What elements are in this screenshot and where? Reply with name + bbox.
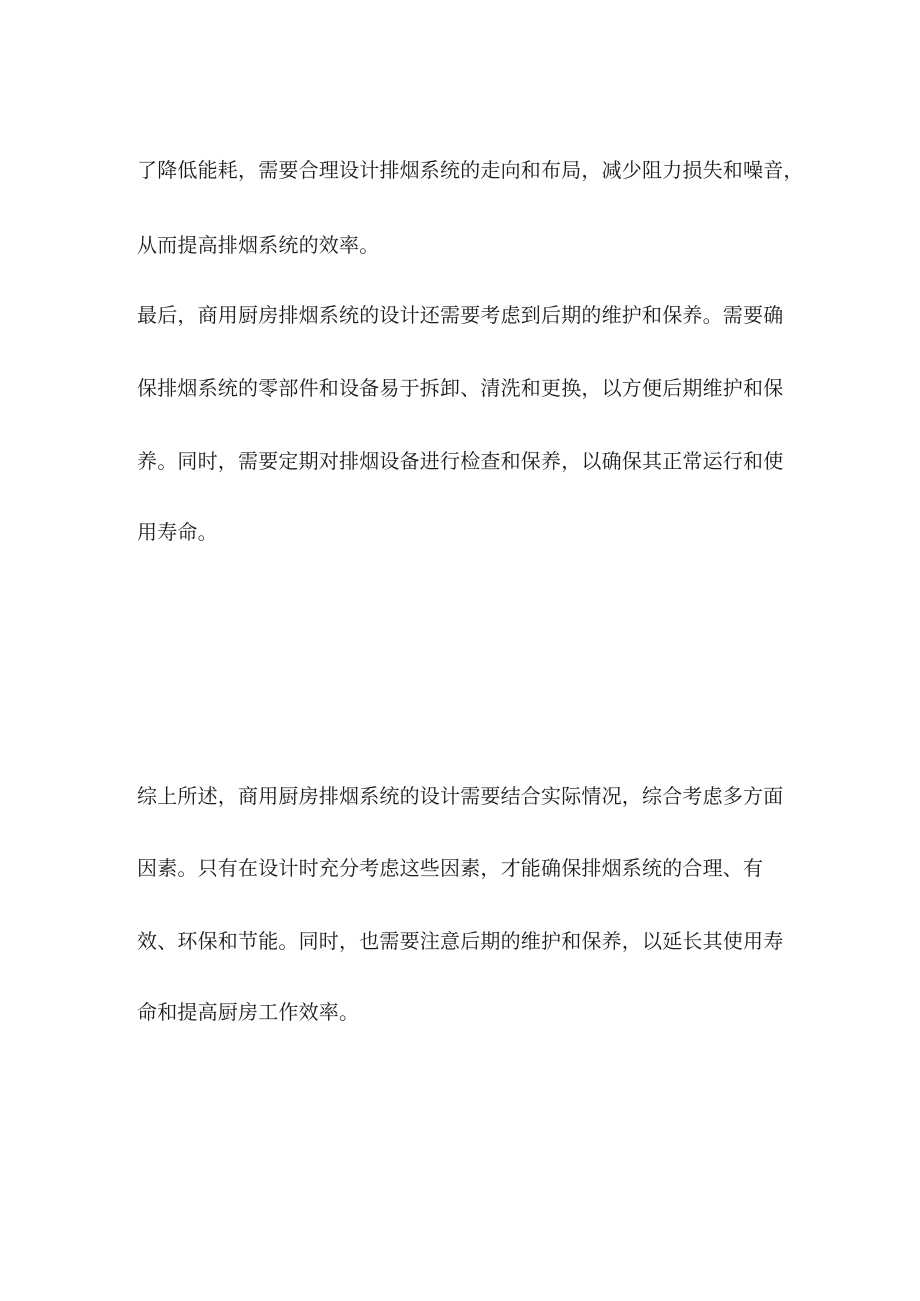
text-line: 了降低能耗，需要合理设计排烟系统的走向和布局，减少阻力损失和噪音，	[137, 158, 804, 182]
text-line: 从而提高排烟系统的效率。	[137, 233, 380, 257]
text-line: 用寿命。	[137, 520, 218, 544]
text-line: 保排烟系统的零部件和设备易于拆卸、清洗和更换，以方便后期维护和保	[137, 376, 784, 400]
text-line: 因素。只有在设计时充分考虑这些因素，才能确保排烟系统的合理、有	[137, 856, 764, 880]
text-line: 综上所述，商用厨房排烟系统的设计需要结合实际情况，综合考虑多方面	[137, 784, 784, 808]
text-line: 最后，商用厨房排烟系统的设计还需要考虑到后期的维护和保养。需要确	[137, 303, 784, 327]
text-line: 命和提高厨房工作效率。	[137, 1000, 360, 1024]
text-line: 养。同时，需要定期对排烟设备进行检查和保养，以确保其正常运行和使	[137, 449, 784, 473]
text-line: 效、环保和节能。同时，也需要注意后期的维护和保养，以延长其使用寿	[137, 929, 784, 953]
